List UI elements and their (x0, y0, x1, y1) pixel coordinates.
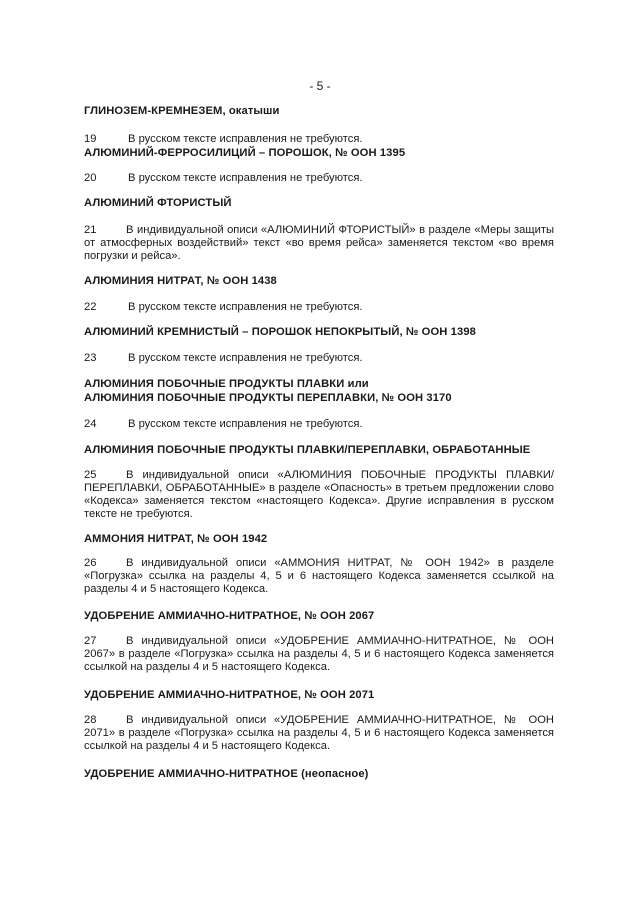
paragraph-text: В русском тексте исправления не требуются. (128, 133, 363, 145)
heading-alumina-silica: ГЛИНОЗЕМ-КРЕМНЕЗЕМ, окатыши (84, 105, 280, 117)
heading-line-2: АЛЮМИНИЯ ПОБОЧНЫЕ ПРОДУКТЫ ПЕРЕПЛАВКИ, № ООН 3170 (84, 392, 452, 404)
paragraph-number: 26 (84, 557, 97, 569)
paragraph-28 (84, 714, 554, 753)
page-number: - 5 - (309, 79, 331, 93)
heading-aluminium-smelting-byproducts (84, 377, 554, 405)
paragraph-25 (84, 469, 554, 521)
heading-fertilizer-2071: УДОБРЕНИЕ АММИАЧНО-НИТРАТНОЕ, № ООН 2071 (84, 689, 375, 701)
paragraph-text: В индивидуальной описи «АЛЮМИНИЙ ФТОРИСТЫЙ» в разделе «Меры защиты от атмосферных воздействий» текст «во время рейса» заменяется текстом «во время погрузки и рейса». (84, 224, 554, 262)
paragraph-text: В индивидуальной описи «АЛЮМИНИЯ ПОБОЧНЫЕ ПРОДУКТЫ ПЛАВКИ/ ПЕРЕПЛАВКИ, ОБРАБОТАННЫЕ» в разделе «Опасность» в третьем предложении слово «Кодекса» заменяется текстом «настоящего Кодекса». Другие исправления в русском тексте не требуются. (84, 469, 554, 520)
paragraph-number: 22 (84, 301, 97, 313)
paragraph-27 (84, 635, 554, 674)
paragraph-number: 28 (84, 714, 97, 726)
paragraph-text: В русском тексте исправления не требуются. (128, 418, 363, 430)
paragraph-text: В русском тексте исправления не требуются. (128, 352, 363, 364)
paragraph-26 (84, 557, 554, 596)
paragraph-number: 23 (84, 352, 97, 364)
heading-fertilizer-non-hazardous: УДОБРЕНИЕ АММИАЧНО-НИТРАТНОЕ (неопасное) (84, 768, 369, 780)
paragraph-23 (84, 352, 554, 365)
heading-aluminium-byproducts-processed: АЛЮМИНИЯ ПОБОЧНЫЕ ПРОДУКТЫ ПЛАВКИ/ПЕРЕПЛАВКИ, ОБРАБОТАННЫЕ (84, 444, 531, 456)
heading-aluminium-silicon-powder: АЛЮМИНИЙ КРЕМНИСТЫЙ – ПОРОШОК НЕПОКРЫТЫЙ, № ООН 1398 (84, 326, 476, 338)
paragraph-number: 25 (84, 469, 97, 481)
heading-ammonium-nitrate: АММОНИЯ НИТРАТ, № ООН 1942 (84, 533, 268, 545)
heading-fertilizer-2067: УДОБРЕНИЕ АММИАЧНО-НИТРАТНОЕ, № ООН 2067 (84, 610, 375, 622)
paragraph-21 (84, 224, 554, 263)
paragraph-24 (84, 418, 554, 431)
paragraph-text: В индивидуальной описи «УДОБРЕНИЕ АММИАЧНО-НИТРАТНОЕ, № ООН 2067» в разделе «Погрузка» ссылка на разделы 4, 5 и 6 настоящего Кодекса заменяется ссылкой на разделы 4 и 5 настоящего Кодекса. (84, 635, 554, 673)
heading-aluminium-fluoride: АЛЮМИНИЙ ФТОРИСТЫЙ (84, 197, 232, 209)
paragraph-22 (84, 301, 554, 314)
paragraph-text: В русском тексте исправления не требуются. (128, 172, 363, 184)
paragraph-20 (84, 172, 554, 185)
paragraph-number: 20 (84, 172, 97, 184)
paragraph-number: 27 (84, 635, 97, 647)
paragraph-19 (84, 133, 554, 146)
paragraph-number: 19 (84, 133, 97, 145)
heading-aluminium-nitrate: АЛЮМИНИЯ НИТРАТ, № ООН 1438 (84, 275, 277, 287)
paragraph-text: В индивидуальной описи «АММОНИЯ НИТРАТ, № ООН 1942» в разделе «Погрузка» ссылка на разделы 4, 5 и 6 настоящего Кодекса заменяется ссылкой на разделы 4 и 5 настоящего Кодекса. (84, 557, 554, 595)
paragraph-number: 24 (84, 418, 97, 430)
paragraph-text: В индивидуальной описи «УДОБРЕНИЕ АММИАЧНО-НИТРАТНОЕ, № ООН 2071» в разделе «Погрузка» ссылка на разделы 4, 5 и 6 настоящего Кодекса заменяется ссылкой на разделы 4 и 5 настоящего Кодекса. (84, 714, 554, 752)
paragraph-number: 21 (84, 224, 97, 236)
heading-aluminium-ferrosilicon: АЛЮМИНИЙ-ФЕРРОСИЛИЦИЙ – ПОРОШОК, № ООН 1395 (84, 147, 406, 159)
heading-line-1: АЛЮМИНИЯ ПОБОЧНЫЕ ПРОДУКТЫ ПЛАВКИ или (84, 378, 369, 390)
paragraph-text: В русском тексте исправления не требуются. (128, 301, 363, 313)
